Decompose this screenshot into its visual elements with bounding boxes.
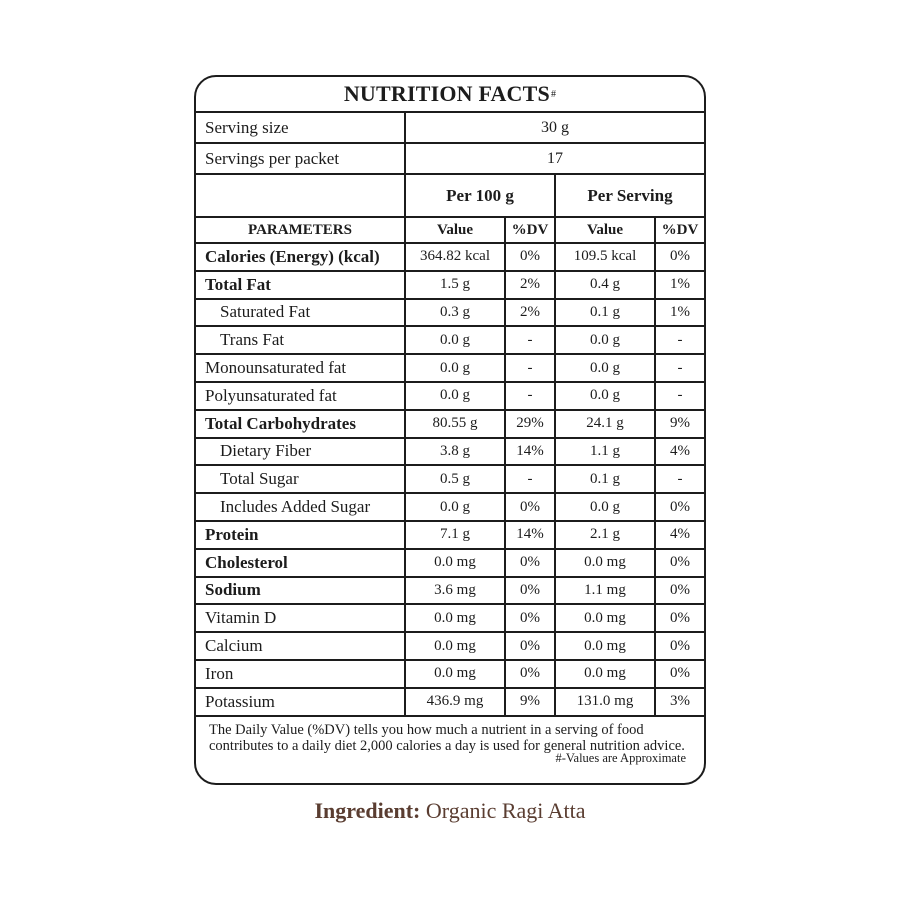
ingredient-label: Ingredient: <box>314 798 421 823</box>
nutrient-name: Protein <box>196 522 406 550</box>
nutrient-name: Includes Added Sugar <box>196 494 406 522</box>
dv-serving: 1% <box>656 300 704 328</box>
value-per100: 0.0 g <box>406 327 506 355</box>
column-header-value-serving: Value <box>556 218 656 244</box>
value-serving: 0.0 mg <box>556 550 656 578</box>
value-per100: 364.82 kcal <box>406 244 506 272</box>
column-header-parameters: PARAMETERS <box>196 218 406 244</box>
dv-per100: - <box>506 327 556 355</box>
value-per100: 0.0 mg <box>406 550 506 578</box>
footnote-block <box>196 717 704 766</box>
dv-per100: 2% <box>506 300 556 328</box>
dv-serving: 0% <box>656 605 704 633</box>
dv-per100: 29% <box>506 411 556 439</box>
group-header-per100: Per 100 g <box>406 175 556 218</box>
dv-per100: 14% <box>506 522 556 550</box>
dv-serving: 4% <box>656 522 704 550</box>
dv-serving: - <box>656 466 704 494</box>
dv-per100: 0% <box>506 633 556 661</box>
nutrient-name: Monounsaturated fat <box>196 355 406 383</box>
value-serving: 0.0 g <box>556 327 656 355</box>
value-serving: 1.1 g <box>556 439 656 467</box>
dv-per100: 9% <box>506 689 556 717</box>
nutrient-name: Dietary Fiber <box>196 439 406 467</box>
value-serving: 0.0 g <box>556 494 656 522</box>
dv-serving: - <box>656 355 704 383</box>
value-serving: 0.0 mg <box>556 661 656 689</box>
title-mark: # <box>550 88 557 100</box>
ingredient-value: Organic Ragi Atta <box>425 798 586 823</box>
value-serving: 0.0 g <box>556 383 656 411</box>
nutrient-name: Sodium <box>196 578 406 606</box>
nutrition-facts-panel <box>194 75 706 785</box>
value-per100: 0.0 g <box>406 494 506 522</box>
value-per100: 80.55 g <box>406 411 506 439</box>
dv-per100: 0% <box>506 494 556 522</box>
dv-serving: 3% <box>656 689 704 717</box>
nutrient-name: Calcium <box>196 633 406 661</box>
serving-size-value: 30 g <box>406 113 704 144</box>
value-per100: 0.0 mg <box>406 605 506 633</box>
group-header-per-serving: Per Serving <box>556 175 704 218</box>
value-serving: 0.1 g <box>556 300 656 328</box>
dv-per100: - <box>506 355 556 383</box>
value-serving: 0.1 g <box>556 466 656 494</box>
dv-per100: 14% <box>506 439 556 467</box>
serving-size-label: Serving size <box>196 113 406 144</box>
servings-per-packet-value: 17 <box>406 144 704 175</box>
value-per100: 3.8 g <box>406 439 506 467</box>
dv-per100: 2% <box>506 272 556 300</box>
dv-per100: 0% <box>506 550 556 578</box>
panel-title-row <box>196 77 704 113</box>
ingredient-line <box>0 798 900 824</box>
nutrition-table <box>196 113 704 717</box>
value-serving: 24.1 g <box>556 411 656 439</box>
group-header-empty <box>196 175 406 218</box>
value-per100: 0.0 mg <box>406 633 506 661</box>
dv-per100: - <box>506 466 556 494</box>
servings-per-packet-label: Servings per packet <box>196 144 406 175</box>
column-header-dv-serving: %DV <box>656 218 704 244</box>
value-serving: 109.5 kcal <box>556 244 656 272</box>
value-serving: 131.0 mg <box>556 689 656 717</box>
footnote-text: The Daily Value (%DV) tells you how much a nutrient in a serving of food contributes to a daily diet 2,000 calories a day is used for general nutrition advice. <box>209 721 685 754</box>
dv-serving: 0% <box>656 550 704 578</box>
value-serving: 1.1 mg <box>556 578 656 606</box>
panel-title: NUTRITION FACTS <box>343 81 550 106</box>
nutrient-name: Total Sugar <box>196 466 406 494</box>
value-per100: 0.0 g <box>406 355 506 383</box>
nutrient-name: Calories (Energy) (kcal) <box>196 244 406 272</box>
nutrient-name: Trans Fat <box>196 327 406 355</box>
nutrient-name: Total Fat <box>196 272 406 300</box>
value-serving: 0.0 g <box>556 355 656 383</box>
dv-per100: 0% <box>506 244 556 272</box>
dv-serving: 0% <box>656 494 704 522</box>
approx-note: #-Values are Approximate <box>555 750 686 765</box>
value-per100: 0.0 mg <box>406 661 506 689</box>
value-per100: 3.6 mg <box>406 578 506 606</box>
dv-per100: 0% <box>506 605 556 633</box>
dv-serving: - <box>656 327 704 355</box>
nutrient-name: Saturated Fat <box>196 300 406 328</box>
column-header-value-per100: Value <box>406 218 506 244</box>
value-per100: 0.3 g <box>406 300 506 328</box>
value-per100: 1.5 g <box>406 272 506 300</box>
value-per100: 436.9 mg <box>406 689 506 717</box>
dv-serving: 0% <box>656 633 704 661</box>
nutrient-name: Polyunsaturated fat <box>196 383 406 411</box>
value-per100: 7.1 g <box>406 522 506 550</box>
dv-serving: 0% <box>656 661 704 689</box>
dv-per100: 0% <box>506 578 556 606</box>
value-serving: 0.0 mg <box>556 633 656 661</box>
value-per100: 0.5 g <box>406 466 506 494</box>
dv-serving: 0% <box>656 244 704 272</box>
column-header-dv-per100: %DV <box>506 218 556 244</box>
dv-serving: 0% <box>656 578 704 606</box>
value-serving: 0.4 g <box>556 272 656 300</box>
nutrient-name: Cholesterol <box>196 550 406 578</box>
dv-per100: 0% <box>506 661 556 689</box>
nutrient-name: Total Carbohydrates <box>196 411 406 439</box>
nutrient-name: Potassium <box>196 689 406 717</box>
value-serving: 0.0 mg <box>556 605 656 633</box>
dv-serving: 1% <box>656 272 704 300</box>
dv-per100: - <box>506 383 556 411</box>
dv-serving: 4% <box>656 439 704 467</box>
value-per100: 0.0 g <box>406 383 506 411</box>
dv-serving: - <box>656 383 704 411</box>
dv-serving: 9% <box>656 411 704 439</box>
nutrient-name: Vitamin D <box>196 605 406 633</box>
nutrient-name: Iron <box>196 661 406 689</box>
value-serving: 2.1 g <box>556 522 656 550</box>
